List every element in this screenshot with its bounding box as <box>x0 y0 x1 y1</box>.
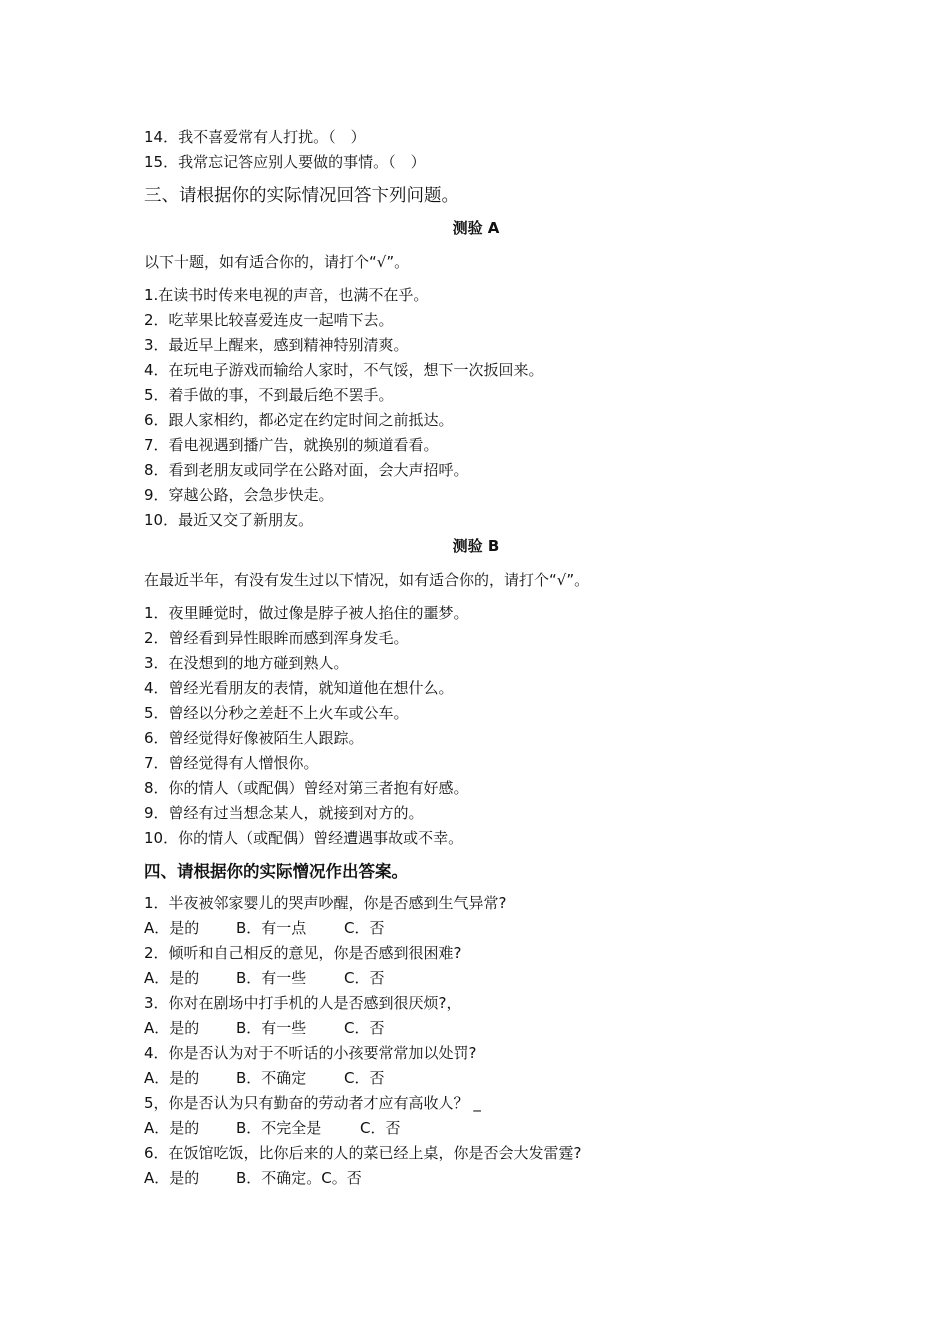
list-item: 14．我不喜爱常有人打扰。（ ） <box>144 128 366 146</box>
question-options <box>144 1166 806 1191</box>
option-a: A．是的 <box>144 1019 200 1037</box>
list-item: 3．在没想到的地方碰到熟人。 <box>144 654 349 672</box>
question-options <box>144 966 806 991</box>
list-item: 6．曾经觉得好像被陌生人跟踪。 <box>144 729 364 747</box>
option-c: C．否 <box>360 1119 401 1137</box>
question-options <box>144 916 806 941</box>
test-a-title: 测验 A <box>452 219 500 237</box>
option-b: B．有一些 <box>236 1019 307 1037</box>
list-item: 8．看到老朋友或同学在公路对面，会大声招呼。 <box>144 461 469 479</box>
question-text: 5，你是否认为只有勤奋的劳动者才应有高收人？ _ <box>144 1094 481 1112</box>
test-b-list <box>144 601 806 851</box>
section-title-part3: 三、请根据你的实际情况回答卞列问题。 <box>144 186 459 206</box>
option-b: B．有一点 <box>236 919 307 937</box>
list-item: 7．看电视遇到播广告，就换别的频道看看。 <box>144 436 439 454</box>
list-item: 15．我常忘记答应别人要做的事情。（ ） <box>144 153 426 171</box>
list-item: 1.在读书时传来电视的声音，也满不在乎。 <box>144 286 429 304</box>
option-a: A．是的 <box>144 919 200 937</box>
option-a: A．是的 <box>144 1169 200 1187</box>
option-a: A．是的 <box>144 1119 200 1137</box>
question-options <box>144 1066 806 1091</box>
list-item: 3．最近早上醒来，感到精神特别清爽。 <box>144 336 409 354</box>
option-b: B．不完全是 <box>236 1119 322 1137</box>
list-item: 4．在玩电子游戏而输给人家时，不气馁，想下一次扳回来。 <box>144 361 544 379</box>
list-item: 2．吃苹果比较喜爱连皮一起啃下去。 <box>144 311 394 329</box>
section-title-part4: 四、请根据你的实际憎况作出答案。 <box>144 862 408 881</box>
list-item: 4．曾经光看朋友的表情，就知道他在想什么。 <box>144 679 454 697</box>
question-text: 6．在饭馆吃饭，比你后来的人的菜已经上桌，你是否会大发雷霆? <box>144 1144 582 1162</box>
list-item: 8．你的情人（或配偶）曾经对第三者抱有好感。 <box>144 779 469 797</box>
part4-questions <box>144 891 806 1191</box>
question-text: 3．你对在剧场中打手机的人是否感到很厌烦?， <box>144 994 462 1012</box>
list-item: 10．你的情人（或配偶）曾经遭遇事故或不幸。 <box>144 829 464 847</box>
list-item: 1．夜里睡觉时，做过像是脖子被人掐住的噩梦。 <box>144 604 469 622</box>
option-a: A．是的 <box>144 1069 200 1087</box>
list-item: 6．跟人家相约，都必定在约定时间之前抵达。 <box>144 411 454 429</box>
question-text: 2．倾听和自己相反的意见，你是否感到很困难? <box>144 944 462 962</box>
list-item: 9．穿越公路，会急步快走。 <box>144 486 334 504</box>
option-c: C．否 <box>344 1019 385 1037</box>
question-text: 4．你是否认为对于不听话的小孩要常常加以处罚? <box>144 1044 477 1062</box>
option-b: B．不确定 <box>236 1069 307 1087</box>
option-b: B．不确定。C。否 <box>236 1169 362 1187</box>
list-item: 9．曾经有过当想念某人，就接到对方的。 <box>144 804 424 822</box>
prev-part-items <box>144 125 806 175</box>
option-c: C．否 <box>344 919 385 937</box>
option-b: B．有一些 <box>236 969 307 987</box>
test-a-intro: 以下十题，如有适合你的，请打个“√”。 <box>144 253 410 271</box>
list-item: 5．曾经以分秒之差赶不上火车或公车。 <box>144 704 409 722</box>
list-item: 5．着手做的事，不到最后绝不罢手。 <box>144 386 394 404</box>
list-item: 10．最近又交了新朋友。 <box>144 511 314 529</box>
test-b-intro: 在最近半年，有没有发生过以下情况，如有适合你的，请打个“√”。 <box>144 571 590 589</box>
list-item: 2．曾经看到异性眼眸而感到浑身发毛。 <box>144 629 409 647</box>
option-c: C．否 <box>344 1069 385 1087</box>
test-b-title: 测验 B <box>452 537 500 555</box>
test-a-list <box>144 283 806 533</box>
question-options <box>144 1116 806 1141</box>
list-item: 7．曾经觉得有人憎恨你。 <box>144 754 319 772</box>
question-options <box>144 1016 806 1041</box>
document-page <box>144 125 806 1191</box>
option-c: C．否 <box>344 969 385 987</box>
question-text: 1．半夜被邻家婴儿的哭声吵醒，你是否感到生气异常? <box>144 894 507 912</box>
option-a: A．是的 <box>144 969 200 987</box>
